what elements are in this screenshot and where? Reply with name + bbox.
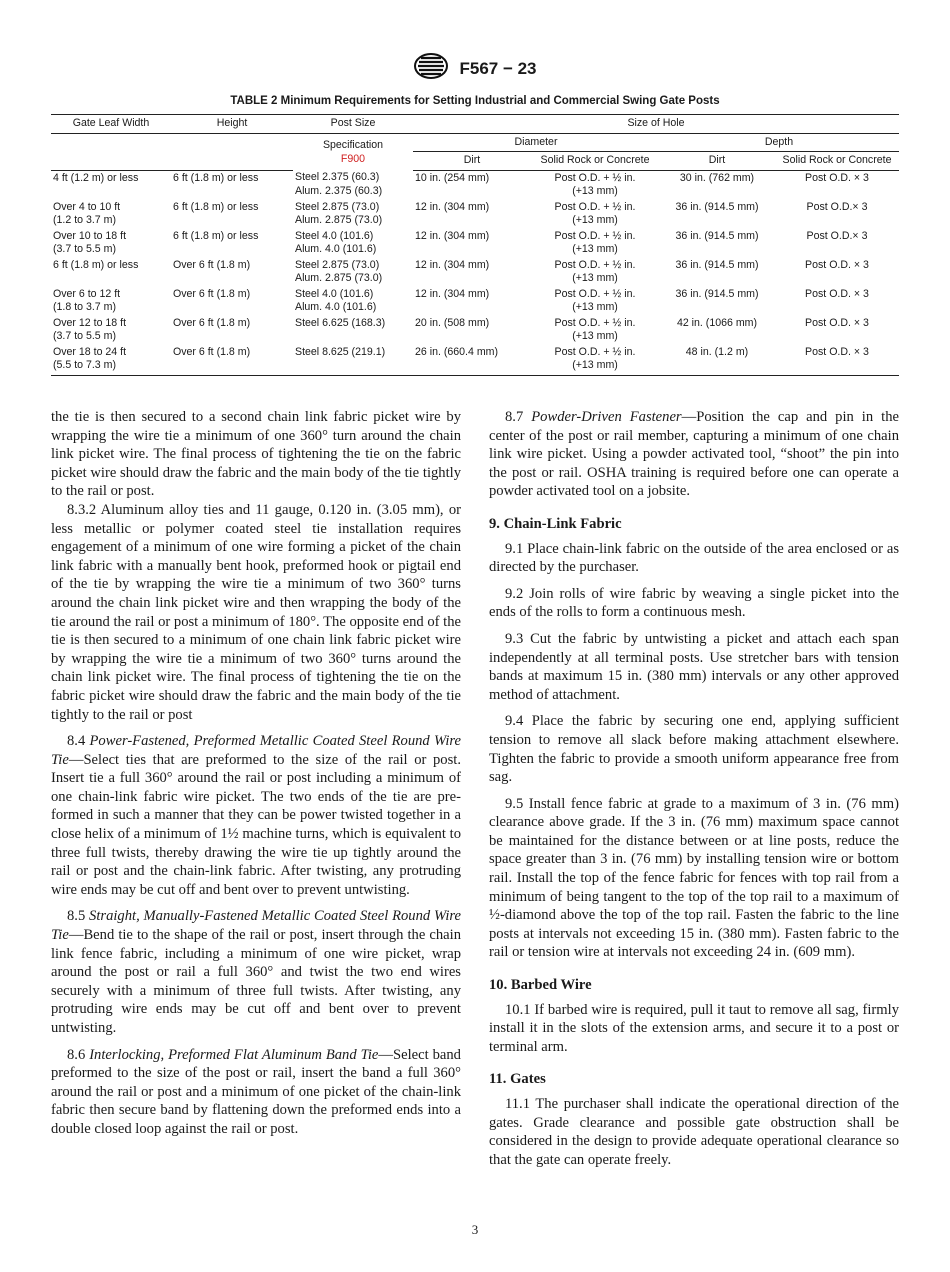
cell-diameter-rock-line: Post O.D. + ½ in. [554, 258, 636, 271]
paragraph-10-1: 10.1 If barbed wire is required, pull it taut to remove all sag, firmly install it in the slots of the extension arms, and secure it to a post or terminal arm. [489, 1001, 899, 1055]
cell-diameter-rock-line: (+13 mm) [572, 185, 618, 197]
cell-height: 6 ft (1.8 m) or less [173, 229, 259, 242]
header-depth-dirt: Dirt [659, 152, 775, 171]
requirements-table [51, 114, 899, 376]
cell-post-size [293, 345, 413, 376]
cell-gate-leaf-width-line: Over 6 to 12 ft [53, 287, 121, 300]
cell-depth-rock: Post O.D. × 3 [805, 287, 869, 300]
paragraph-8-6: 8.6 Interlocking, Preformed Flat Aluminum Band Tie—Select band preformed to the size of the post or rail, insert the band a full 360° around the rail or post and a minimum of one picket of the chain-link fabric then secure band by flattening down the preformed ends into a double closed loop against the rail or post. [51, 1046, 461, 1137]
cell-depth-dirt: 36 in. (914.5 mm) [675, 229, 759, 242]
cell-diameter-dirt: 12 in. (304 mm) [415, 258, 490, 271]
heading-8-6: Interlocking, Preformed Flat Aluminum Band Tie [89, 1046, 379, 1063]
page-number: 3 [471, 1222, 479, 1237]
cell-gate-leaf-width-line: (3.7 to 5.5 m) [53, 330, 116, 342]
cell-depth-rock: Post O.D. × 3 [775, 345, 899, 376]
cell-post-size-line: Alum. 4.0 (101.6) [295, 301, 377, 313]
cell-height: Over 6 ft (1.8 m) [173, 258, 251, 271]
cell-depth-dirt: 36 in. (914.5 mm) [675, 287, 759, 300]
table-row [51, 287, 899, 316]
cell-depth-dirt: 30 in. (762 mm) [679, 171, 755, 184]
cell-diameter-rock-line: Post O.D. + ½ in. [554, 287, 636, 300]
paragraph-9-2: 9.2 Join rolls of wire fabric by weaving a single picket into the ends of the rolls to form a continuous mesh. [489, 585, 899, 621]
header-diameter: Diameter [413, 133, 659, 152]
astm-logo-icon [413, 52, 449, 85]
cell-diameter-rock-line: Post O.D. + ½ in. [554, 345, 636, 358]
cell-gate-leaf-width-line: (3.7 to 5.5 m) [53, 243, 116, 255]
cell-diameter-rock-line: (+13 mm) [572, 243, 618, 255]
paragraph-8-7: 8.7 Powder-Driven Fastener—Position the cap and pin in the center of the post or rail member, capturing a minimum of one chain link wire picket. Using a powder activated tool, “shoot” the pin into the post or rail. OSHA training is required before one can operate a powder activated tool on a jobsite. [489, 409, 899, 500]
cell-depth-dirt: 42 in. (1066 mm) [676, 316, 758, 329]
section-heading-10: 10. Barbed Wire [489, 977, 592, 994]
cell-post-size [293, 200, 413, 229]
cell-diameter-rock [531, 258, 659, 287]
cell-post-size-line: Steel 4.0 (101.6) [295, 287, 374, 300]
cell-diameter-dirt: 12 in. (304 mm) [415, 287, 490, 300]
cell-post-size-line: Alum. 4.0 (101.6) [295, 243, 377, 255]
cell-post-size [293, 287, 413, 316]
cell-depth-rock: Post O.D.× 3 [806, 229, 868, 242]
cell-diameter-rock [531, 287, 659, 316]
cell-gate-leaf-width [51, 229, 171, 258]
cell-gate-leaf-width-line: Over 18 to 24 ft [53, 345, 127, 358]
cell-post-size-line: Steel 2.875 (73.0) [295, 258, 380, 271]
cell-diameter-rock [531, 345, 659, 376]
cell-height: 6 ft (1.8 m) or less [173, 171, 259, 184]
cell-depth-dirt: 48 in. (1.2 m) [659, 345, 775, 376]
cell-depth-rock: Post O.D. × 3 [805, 171, 869, 184]
cell-gate-leaf-width-line: (5.5 to 7.3 m) [53, 359, 116, 371]
cell-diameter-dirt: 10 in. (254 mm) [415, 171, 490, 184]
header-depth-rock: Solid Rock or Concrete [775, 152, 899, 171]
cell-diameter-dirt: 12 in. (304 mm) [415, 200, 490, 213]
cell-depth-rock: Post O.D. × 3 [805, 258, 869, 271]
cell-gate-leaf-width-line: (1.8 to 3.7 m) [53, 301, 116, 313]
table-row [51, 258, 899, 287]
cell-gate-leaf-width [51, 200, 171, 229]
table-row [51, 200, 899, 229]
cell-post-size-line: Steel 2.875 (73.0) [295, 200, 380, 213]
table-row [51, 229, 899, 258]
header-post-size: Post Size [293, 115, 413, 134]
cell-diameter-dirt: 12 in. (304 mm) [415, 229, 490, 242]
cell-diameter-dirt: 26 in. (660.4 mm) [413, 345, 531, 376]
cell-diameter-dirt: 20 in. (508 mm) [415, 316, 490, 329]
cell-post-size-line: Steel 4.0 (101.6) [295, 229, 374, 242]
document-designation: F567 − 23 [459, 58, 537, 78]
header-specification: Specification [322, 139, 384, 152]
paragraph-continued: the tie is then secured to a second chain link fabric picket wire by wrapping the wire tie a minimum of one 360° turn around the chain link picket wire. The final process of tightening the tie on the fabric picket wire should draw the fabric and the main body of the tie tightly to the rail or post. [51, 409, 461, 500]
cell-diameter-rock [531, 170, 659, 200]
cell-post-size-line: Alum. 2.875 (73.0) [295, 214, 383, 226]
cell-diameter-rock-line: (+13 mm) [572, 301, 618, 313]
cell-diameter-rock-line: (+13 mm) [572, 214, 618, 226]
cell-gate-leaf-width-line: (1.2 to 3.7 m) [53, 214, 116, 226]
header-depth: Depth [659, 133, 899, 152]
table-row [51, 316, 899, 345]
cell-height: 6 ft (1.8 m) or less [173, 200, 259, 213]
left-text-column [51, 408, 461, 1139]
cell-height: Over 6 ft (1.8 m) [171, 345, 293, 376]
cell-gate-leaf-width-line: Over 12 to 18 ft [53, 316, 127, 329]
heading-8-4: Power-Fastened, Preformed Metallic Coated Steel Round Wire Tie [51, 733, 462, 768]
cell-diameter-rock [531, 229, 659, 258]
header-diameter-dirt: Dirt [413, 152, 531, 171]
spec-reference-link[interactable]: F900 [340, 152, 366, 165]
cell-post-size-line: Alum. 2.875 (73.0) [295, 272, 383, 284]
cell-diameter-rock-line: Post O.D. + ½ in. [554, 316, 636, 329]
section-heading-11: 11. Gates [489, 1071, 546, 1088]
table-row [51, 345, 899, 376]
cell-diameter-rock [531, 200, 659, 229]
cell-depth-rock: Post O.D. × 3 [805, 316, 869, 329]
cell-diameter-rock-line: Post O.D. + ½ in. [554, 229, 636, 242]
cell-post-size-line: Steel 6.625 (168.3) [295, 316, 386, 329]
header-diameter-rock: Solid Rock or Concrete [531, 152, 659, 171]
paragraph-8-5: 8.5 Straight, Manually-Fastened Metallic Coated Steel Round Wire Tie—Bend tie to the shape of the rail or post, insert through the chain link fence fabric, including a minimum of one wire picket, wrap around the post or rail a full 360° and twist the two end wires securely with a minimum of three full twists. After twisting, any protruding wire ends may be cut off and bent over to prevent untwisting. [51, 908, 461, 1036]
header-height: Height [171, 115, 293, 134]
cell-post-size [293, 258, 413, 287]
paragraph-8-3-2: 8.3.2 Aluminum alloy ties and 11 gauge, 0.120 in. (3.05 mm), or less metallic or polymer coated steel tie installation requires engagement of a minimum of one wire forming a picket of the chain link fabric with a manually bent hook, preformed hook or pigtail end of the tie by wrapping the wire tie a minimum of two 360° turns around the chain link picket wire and then wrapping the body of the tie around the rail or post a minimum of 180°. The opposite end of the tie is then secured to a minimum of one chain link fabric picket wire by wrapping the wire tie a minimum of two 360° turns around the chain link picket wire. The final process of tightening the tie on the fabric picket wire should draw the fabric and the main body of the tie tightly to the rail or post [51, 501, 461, 723]
section-heading-9: 9. Chain-Link Fabric [489, 515, 622, 532]
cell-diameter-rock [531, 316, 659, 345]
cell-post-size [293, 316, 413, 345]
heading-8-7: Powder-Driven Fastener [531, 409, 682, 425]
cell-gate-leaf-width-line: Over 4 to 10 ft [53, 200, 121, 213]
cell-post-size-line: Steel 8.625 (219.1) [295, 345, 386, 358]
cell-gate-leaf-width [51, 287, 171, 316]
cell-post-size [293, 170, 413, 200]
cell-gate-leaf-width [51, 170, 171, 200]
cell-height: Over 6 ft (1.8 m) [173, 316, 251, 329]
table-title: TABLE 2 Minimum Requirements for Setting Industrial and Commercial Swing Gate Posts [230, 95, 720, 107]
header-gate-leaf-width: Gate Leaf Width [51, 115, 171, 134]
table-row [51, 170, 899, 200]
cell-diameter-rock-line: (+13 mm) [572, 359, 618, 371]
cell-gate-leaf-width [51, 258, 171, 287]
cell-post-size-line: Steel 2.375 (60.3) [295, 171, 380, 183]
paragraph-9-1: 9.1 Place chain-link fabric on the outside of the area enclosed or as directed by the purchaser. [489, 540, 899, 576]
cell-post-size-line: Alum. 2.375 (60.3) [295, 184, 383, 197]
paragraph-11-1: 11.1 The purchaser shall indicate the operational direction of the gates. Grade clearance and possible gate obstruction shall be considered in the design to provide adequate operational clearance so that the gate can operate freely. [489, 1096, 899, 1168]
paragraph-9-4: 9.4 Place the fabric by securing one end, applying sufficient tension to remove all slack before making attachment elsewhere. Tighten the fabric to provide a smooth uniform appearance free from sag. [489, 713, 899, 786]
paragraph-8-4: 8.4 Power-Fastened, Preformed Metallic Coated Steel Round Wire Tie—Select ties that are preformed to the size of the rail or post. Insert tie a full 360° around the rail or post including a minimum of one chain-link fabric wire picket. The two ends of the tie are pre-formed in such a manner that they can be power twisted together in a close helix of a minimum of 1½ machine turns, which is equivalent to three full twists, thereby drawing the wire tie up tightly around the rail or post and the chain-link fabric. After twisting, any protruding wire ends may be cut off and bent over to prevent untwisting. [51, 733, 462, 898]
cell-depth-dirt: 36 in. (914.5 mm) [675, 258, 759, 271]
cell-gate-leaf-width [51, 345, 171, 376]
paragraph-9-3: 9.3 Cut the fabric by untwisting a picket and attach each span independently at all terminal posts. Use stretcher bars with tension bands at maximum 15 in. (380 mm) intervals or any other approved method of attachment. [489, 630, 899, 703]
cell-gate-leaf-width [51, 316, 171, 345]
paragraph-9-5: 9.5 Install fence fabric at grade to a maximum of 3 in. (76 mm) clearance above grade. If the 3 in. (76 mm) maximum space cannot be maintained for the distance between or at line posts, reduce the space greater than 3 in. (76 mm) by installing tension wire or bottom rail. Install the top of the fence fabric for fences with top rail from a minimum of being tangent to the top of the top rail to a maximum of ½-diamond above the top of the top rail. Fasten the fabric to the line posts at intervals not exceeding 15 in. (380 mm). Fasten fabric to the rail or tension wire at intervals not exceeding 24 in. (609 mm). [489, 795, 899, 961]
cell-diameter-rock-line: Post O.D. + ½ in. [554, 200, 636, 213]
cell-height: Over 6 ft (1.8 m) [173, 287, 251, 300]
heading-8-5: Straight, Manually-Fastened Metallic Coated Steel Round Wire Tie [51, 908, 461, 944]
cell-depth-rock: Post O.D.× 3 [806, 200, 868, 213]
cell-post-size [293, 229, 413, 258]
cell-depth-dirt: 36 in. (914.5 mm) [675, 200, 759, 213]
cell-diameter-rock-line: Post O.D. + ½ in. [554, 171, 636, 184]
document-header [0, 52, 950, 85]
cell-gate-leaf-width-line: 6 ft (1.8 m) or less [53, 258, 139, 271]
cell-diameter-rock-line: (+13 mm) [572, 330, 618, 342]
cell-gate-leaf-width-line: Over 10 to 18 ft [53, 229, 127, 242]
cell-gate-leaf-width-line: 4 ft (1.2 m) or less [53, 171, 139, 184]
right-text-column [489, 408, 899, 1169]
cell-diameter-rock-line: (+13 mm) [572, 272, 618, 284]
header-size-of-hole: Size of Hole [413, 115, 899, 134]
